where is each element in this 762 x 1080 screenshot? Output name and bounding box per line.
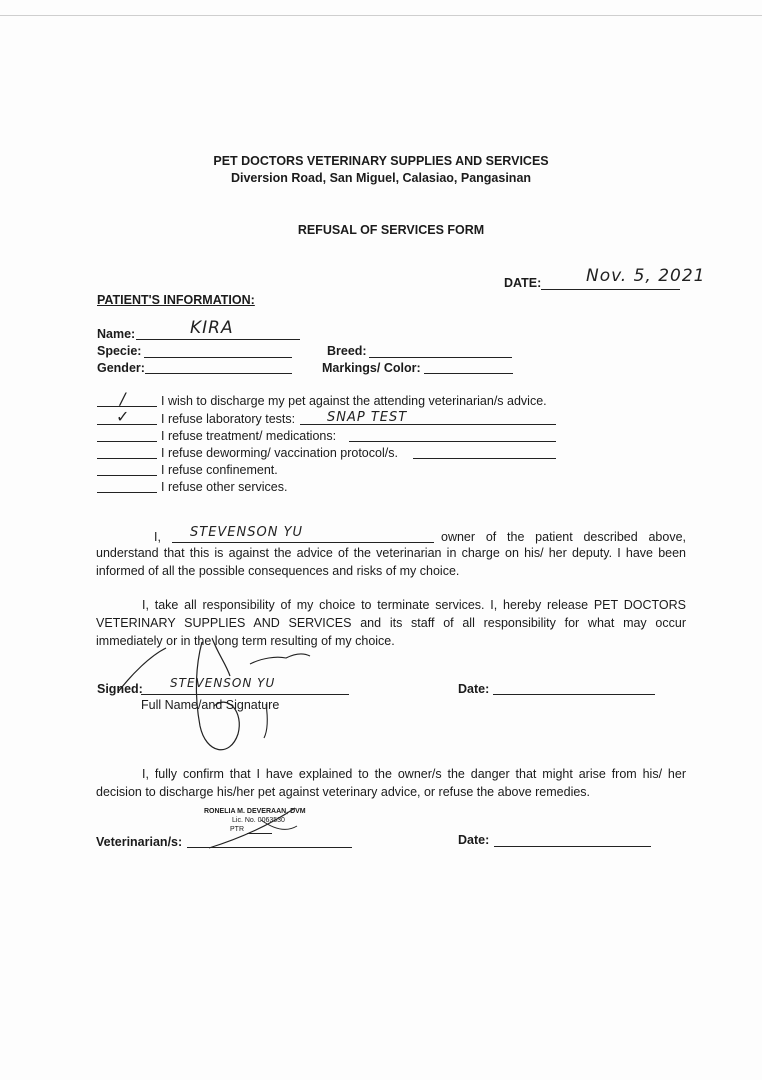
lab-tests-value: SNAP TEST [327, 410, 408, 425]
option-text: I refuse other services. [161, 480, 288, 494]
vet-signature-scribble [205, 800, 315, 852]
owner-name: STEVENSON YU [190, 525, 304, 540]
option-blank [97, 475, 157, 476]
form-title: REFUSAL OF SERVICES FORM [297, 223, 485, 237]
name-line [136, 339, 300, 340]
vet-date-line [494, 846, 651, 847]
option-text: I refuse deworming/ vaccination protocol/s. [161, 446, 398, 460]
scan-edge-line [0, 15, 762, 16]
statement-body: understand that this is against the advice of the veterinarian in charge on his/ her deputy. I have been informed of all the possible consequences and risks of my choice. [96, 546, 686, 578]
patient-info-title: PATIENT'S INFORMATION: [97, 293, 255, 307]
option-mark: ✓ [116, 407, 131, 426]
signed-name: STEVENSON YU [170, 676, 276, 690]
option-mark: / [120, 389, 127, 408]
vet-line [187, 847, 352, 848]
option-text: I refuse laboratory tests: [161, 412, 296, 426]
owner-line [172, 542, 434, 543]
gender-label: Gender: [97, 361, 145, 375]
signed-label: Signed: [97, 682, 143, 696]
responsibility-paragraph: I, take all responsibility of my choice to terminate services. I, hereby release PET DOCTORS VETERINARY SUPPLIES AND SERVICES and its staff of all responsibility for what may occur immediately or in the long term resulting of my choice. [96, 598, 686, 648]
specie-label: Specie: [97, 344, 142, 358]
deworming-line [413, 458, 556, 459]
option-text: I refuse treatment/ medications: [161, 429, 337, 443]
breed-line [369, 357, 512, 358]
treatment-line [349, 441, 556, 442]
option-text: I refuse confinement. [161, 463, 278, 477]
vet-label: Veterinarian/s: [96, 835, 183, 849]
specie-line [144, 357, 292, 358]
vet-stamp-license: Lic. No. 0063530 [232, 817, 285, 824]
name-value: KIRA [190, 318, 234, 338]
signature-sub-label: Full Name/and Signature [141, 698, 280, 712]
date-label: DATE: [504, 276, 542, 290]
statement-line1: owner of the patient described above, [441, 530, 686, 544]
signed-date-line [493, 694, 655, 695]
option-text: I wish to discharge my pet against the attending veterinarian/s advice. [161, 394, 547, 408]
markings-line [424, 373, 513, 374]
signed-date-label: Date: [458, 682, 490, 696]
owner-signature-scribble [110, 634, 330, 764]
vet-stamp-ptr: PTR [230, 826, 244, 833]
gender-line [145, 373, 292, 374]
vet-stamp-name: RONELIA M. DEVERAAN, DVM [204, 808, 306, 815]
org-name: PET DOCTORS VETERINARY SUPPLIES AND SERVICES [213, 154, 549, 168]
option-blank [97, 458, 157, 459]
markings-label: Markings/ Color: [322, 361, 421, 375]
confirmation-paragraph: I, fully confirm that I have explained to the owner/s the danger that might arise from his/ her decision to discharge his/her pet against veterinary advice, or refuse the above remedies. [96, 767, 686, 799]
statement-prefix: I, [154, 530, 161, 544]
date-value: Nov. 5, 2021 [586, 266, 706, 286]
name-label: Name: [97, 327, 136, 341]
date-line [541, 289, 680, 290]
breed-label: Breed: [327, 344, 367, 358]
vet-date-label: Date: [458, 833, 490, 847]
org-address: Diversion Road, San Miguel, Calasiao, Pangasinan [230, 171, 532, 185]
option-blank [97, 441, 157, 442]
option-blank [97, 492, 157, 493]
